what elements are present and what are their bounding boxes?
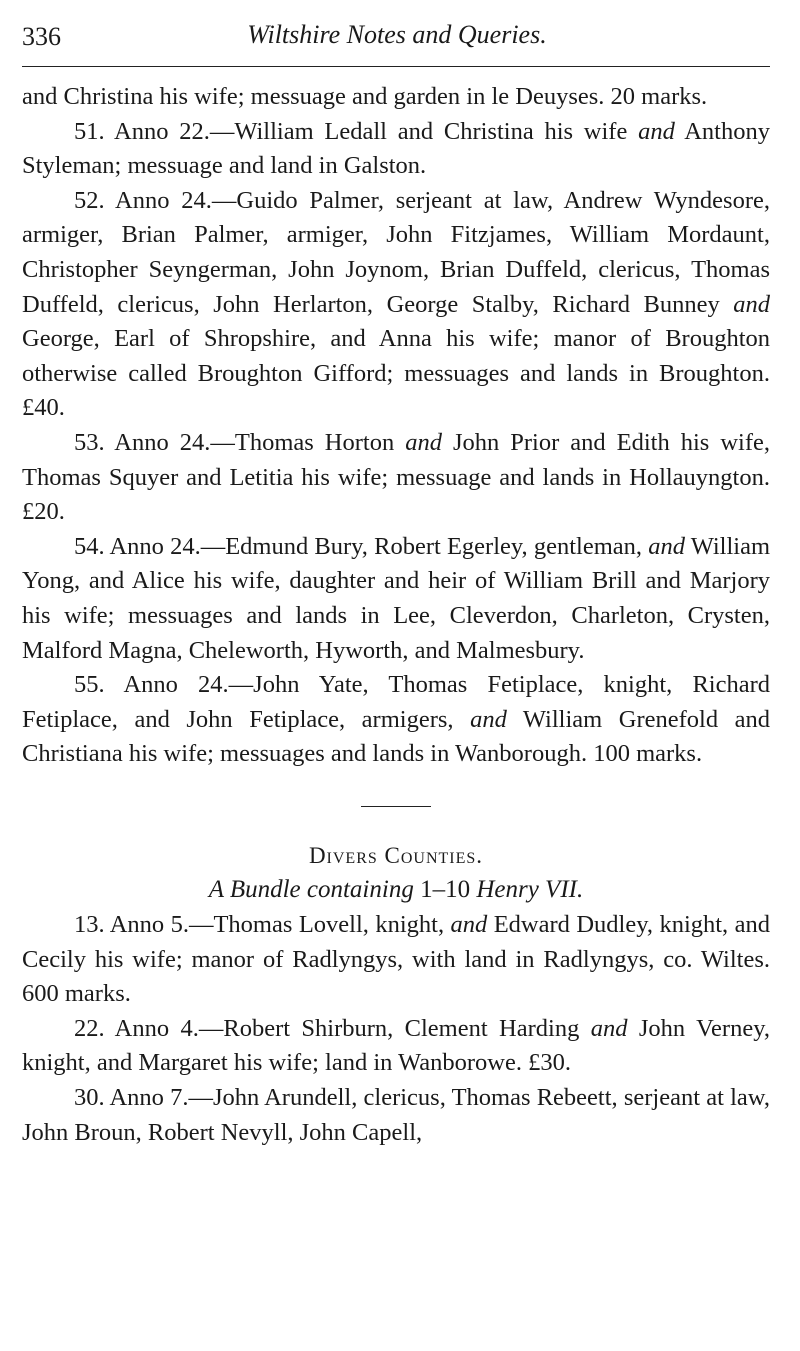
and-italic: and	[450, 911, 488, 939]
header-rule	[22, 66, 770, 67]
and-italic: and	[590, 1014, 628, 1042]
page-header	[22, 14, 772, 56]
entry-22	[22, 1012, 770, 1081]
entry-30	[22, 1081, 770, 1150]
entry-text: William Grenefold and Christiana his wife; messuages and lands in Wanborough. 100 marks.	[22, 705, 770, 768]
and-italic: and	[470, 705, 507, 733]
and-italic: and	[733, 290, 770, 318]
entry-54	[22, 530, 770, 668]
section-divider	[361, 806, 431, 807]
entry-text: 51. Anno 22.—William Ledall and Christina his wife	[74, 117, 639, 145]
entry-text: George, Earl of Shropshire, and Anna his wife; manor of Broughton otherwise called Broughton Gifford; messuages and lands in Broughton. £40.	[22, 325, 770, 422]
entry-51	[22, 115, 770, 184]
subheading-text: Henry VII.	[470, 876, 584, 904]
entry-text: 30. Anno 7.—John Arundell, clericus, Thomas Rebeett, serjeant at law, John Broun, Robert Nevyll, John Capell,	[22, 1084, 770, 1146]
entry-text: William Yong, and Alice his wife, daughter and heir of William Brill and Marjory his wife; messuages and lands in Lee, Cleverdon, Charleton, Crysten, Malford Magna, Cheleworth, Hyworth, and Malmesbury.	[22, 532, 771, 664]
page-body	[22, 80, 770, 1150]
continuation-paragraph: and Christina his wife; messuage and garden in le Deuyses. 20 marks.	[22, 83, 708, 110]
entry-text: John Verney, knight, and Margaret his wife; land in Wanborowe. £30.	[22, 1014, 770, 1077]
entry-text: Edward Dudley, knight, and Cecily his wife; manor of Radlyngys, with land in Radlyngys, co. Wiltes. 600 marks.	[22, 911, 770, 1008]
entry-53	[22, 426, 770, 530]
subheading-range: 1–10	[420, 876, 471, 904]
running-title: Wiltshire Notes and Queries.	[247, 20, 547, 49]
entry-text: 53. Anno 24.—Thomas Horton	[74, 428, 406, 456]
entry-text: John Prior and Edith his wife, Thomas Squyer and Letitia his wife; messuage and lands in Hollauyngton. £20.	[22, 428, 770, 526]
section-heading: Divers Counties.	[308, 842, 484, 868]
entry-text: 52. Anno 24.—Guido Palmer, serjeant at law, Andrew Wyndesore, armiger, Brian Palmer, armiger, John Fitzjames, William Mordaunt, Christopher Seyngerman, John Joynom, Brian Duffeld, clericus, Thomas Duffeld, clericus, John Herlarton, George Stalby, Richard Bunney	[22, 186, 770, 318]
entry-13	[22, 908, 770, 1012]
entry-text: 22. Anno 4.—Robert Shirburn, Clement Harding	[74, 1014, 591, 1042]
and-italic: and	[638, 117, 675, 145]
page-number: 336	[22, 22, 61, 51]
entry-text: 54. Anno 24.—Edmund Bury, Robert Egerley, gentleman,	[74, 532, 649, 560]
entry-text: Anthony Styleman; messuage and land in Galston.	[22, 117, 770, 180]
and-italic: and	[648, 532, 685, 560]
entry-55	[22, 668, 770, 772]
entry-text: 13. Anno 5.—Thomas Lovell, knight,	[74, 911, 451, 939]
entry-52	[22, 184, 770, 426]
and-italic: and	[405, 428, 442, 456]
entry-text: 55. Anno 24.—John Yate, Thomas Fetiplace, knight, Richard Fetiplace, and John Fetiplace, armigers,	[22, 671, 770, 733]
section-subheading	[22, 873, 770, 908]
subheading-text: A Bundle containing	[208, 876, 421, 904]
